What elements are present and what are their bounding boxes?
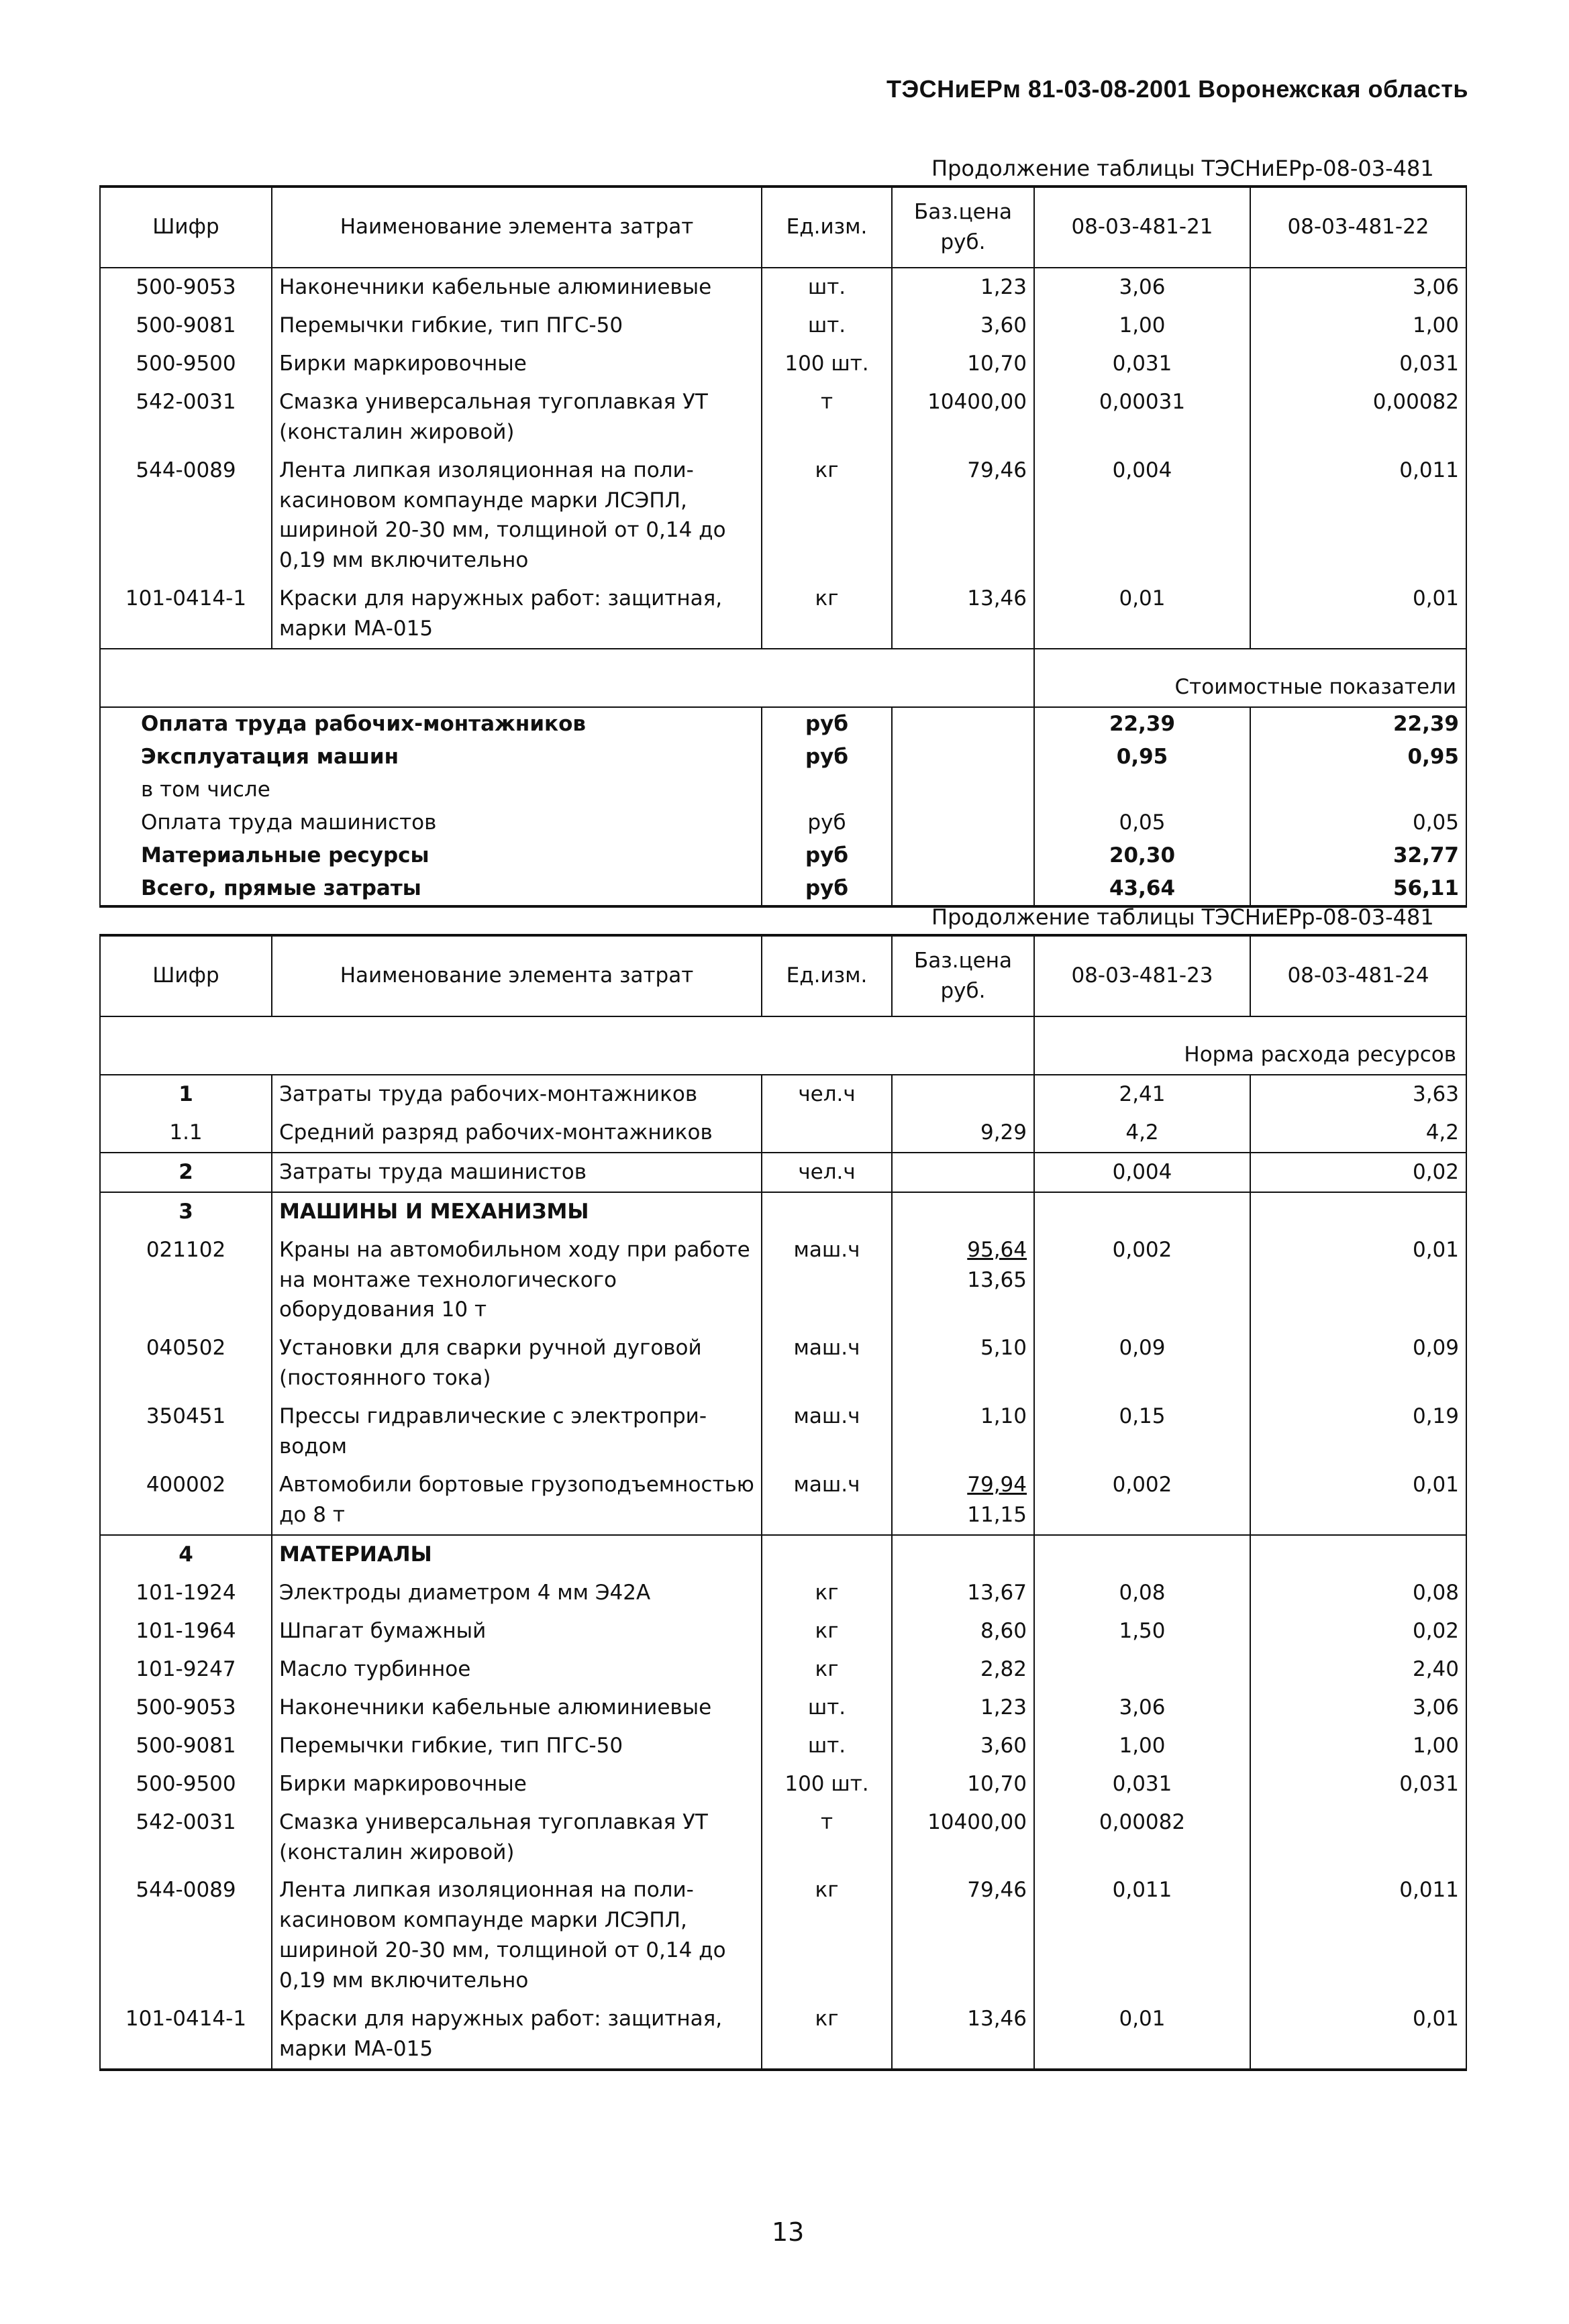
name-cell: Электроды диаметром 4 мм Э42А xyxy=(272,1574,762,1612)
value-cell: 3,06 xyxy=(1250,1689,1466,1727)
value-cell: 0,031 xyxy=(1034,345,1250,383)
value-cell: 0,08 xyxy=(1250,1574,1466,1612)
price-cell: 1,23 xyxy=(892,1689,1034,1727)
price-value: 79,94 xyxy=(967,1473,1027,1497)
table-header-row xyxy=(100,935,1466,1016)
table-row xyxy=(100,307,1466,345)
price-cell: 10,70 xyxy=(892,1765,1034,1803)
table-row xyxy=(100,383,1466,452)
name-cell: Бирки маркировочные xyxy=(272,1765,762,1803)
table-row xyxy=(100,452,1466,580)
unit-cell: руб xyxy=(762,741,892,774)
value-cell: 3,06 xyxy=(1250,268,1466,307)
table-row xyxy=(100,1574,1466,1612)
value-cell: 0,09 xyxy=(1034,1329,1250,1397)
code-cell: 544-0089 xyxy=(100,1871,272,2000)
document-header: ТЭСНиЕРм 81-03-08-2001 Воронежская область xyxy=(887,75,1468,103)
code-cell: 500-9053 xyxy=(100,268,272,307)
value-cell: 0,08 xyxy=(1034,1574,1250,1612)
table-row xyxy=(100,268,1466,307)
code-cell: 3 xyxy=(100,1192,272,1231)
cost-indicators-label-row xyxy=(100,649,1466,707)
price-cell: 79,46 xyxy=(892,452,1034,580)
unit-cell: кг xyxy=(762,2000,892,2070)
price-cell: 8,60 xyxy=(892,1612,1034,1650)
table-row xyxy=(100,1231,1466,1330)
unit-cell: кг xyxy=(762,1650,892,1689)
value-cell xyxy=(1250,1803,1466,1872)
name-cell: МАТЕРИАЛЫ xyxy=(272,1535,762,1574)
name-cell: Затраты труда машинистов xyxy=(272,1153,762,1192)
name-cell: Автомобили бортовые грузоподъемностью до 8 т xyxy=(272,1466,762,1535)
code-cell: 400002 xyxy=(100,1466,272,1535)
name-cell: Наконечники кабельные алюминиевые xyxy=(272,1689,762,1727)
code-cell: 101-9247 xyxy=(100,1650,272,1689)
price-cell xyxy=(892,1075,1034,1114)
price-cell: 79,46 xyxy=(892,1871,1034,2000)
table-row xyxy=(100,1612,1466,1650)
empty-cell xyxy=(100,1016,1034,1075)
value-cell: 0,011 xyxy=(1250,1871,1466,2000)
value-cell: 0,00082 xyxy=(1034,1803,1250,1872)
code-cell: 1 xyxy=(100,1075,272,1114)
cost-name-cell: Материальные ресурсы xyxy=(100,839,762,872)
code-cell: 101-1924 xyxy=(100,1574,272,1612)
price-cell: 5,10 xyxy=(892,1329,1034,1397)
column-header: Ед.изм. xyxy=(762,187,892,268)
name-cell: Масло турбинное xyxy=(272,1650,762,1689)
value-cell: 4,2 xyxy=(1250,1114,1466,1153)
table-row xyxy=(100,1153,1466,1192)
unit-cell: кг xyxy=(762,1871,892,2000)
unit-cell: шт. xyxy=(762,307,892,345)
value-cell xyxy=(1034,1650,1250,1689)
value-cell: 0,95 xyxy=(1250,741,1466,774)
unit-cell: чел.ч xyxy=(762,1075,892,1114)
name-cell: Смазка универсальная тугоплавкая УТ (консталин жировой) xyxy=(272,383,762,452)
code-cell: 500-9500 xyxy=(100,1765,272,1803)
table-row xyxy=(100,1397,1466,1466)
value-cell xyxy=(1034,1535,1250,1574)
code-cell: 542-0031 xyxy=(100,383,272,452)
value-cell: 3,63 xyxy=(1250,1075,1466,1114)
value-cell: 43,64 xyxy=(1034,872,1250,906)
unit-cell: 100 шт. xyxy=(762,345,892,383)
value-cell: 3,06 xyxy=(1034,1689,1250,1727)
name-cell: Смазка универсальная тугоплавкая УТ (консталин жировой) xyxy=(272,1803,762,1872)
value-cell: 0,01 xyxy=(1034,580,1250,649)
cost-name-cell: Всего, прямые затраты xyxy=(100,872,762,906)
cost-row xyxy=(100,774,1466,806)
empty-cell xyxy=(892,839,1034,872)
unit-cell: шт. xyxy=(762,1727,892,1765)
column-header: Баз.цена руб. xyxy=(892,187,1034,268)
cost-row xyxy=(100,707,1466,741)
column-header: Шифр xyxy=(100,187,272,268)
value-cell: 0,004 xyxy=(1034,1153,1250,1192)
price-cell: 2,82 xyxy=(892,1650,1034,1689)
code-cell: 2 xyxy=(100,1153,272,1192)
table-row xyxy=(100,1329,1466,1397)
name-cell: Средний разряд рабочих-монтажников xyxy=(272,1114,762,1153)
resource-table-2 xyxy=(99,934,1467,2071)
value-cell xyxy=(1250,774,1466,806)
column-header: 08-03-481-22 xyxy=(1250,187,1466,268)
unit-cell: кг xyxy=(762,452,892,580)
value-cell: 0,01 xyxy=(1250,1231,1466,1330)
value-cell: 0,002 xyxy=(1034,1466,1250,1535)
value-cell: 2,41 xyxy=(1034,1075,1250,1114)
table-row xyxy=(100,345,1466,383)
value-cell xyxy=(1250,1192,1466,1231)
value-cell: 0,05 xyxy=(1034,806,1250,839)
price-cell: 3,60 xyxy=(892,1727,1034,1765)
value-cell xyxy=(1034,1192,1250,1231)
empty-cell xyxy=(892,741,1034,774)
value-cell: 0,002 xyxy=(1034,1231,1250,1330)
name-cell: Установки для сварки ручной дуговой (постоянного тока) xyxy=(272,1329,762,1397)
unit-cell: маш.ч xyxy=(762,1231,892,1330)
table-row xyxy=(100,1871,1466,2000)
table-row xyxy=(100,2000,1466,2070)
cost-name-cell: Оплата труда рабочих-монтажников xyxy=(100,707,762,741)
table-row xyxy=(100,1535,1466,1574)
value-cell xyxy=(1250,1535,1466,1574)
table-row xyxy=(100,1192,1466,1231)
unit-cell: руб xyxy=(762,839,892,872)
value-cell: 1,50 xyxy=(1034,1612,1250,1650)
code-cell: 542-0031 xyxy=(100,1803,272,1872)
code-cell: 101-0414-1 xyxy=(100,2000,272,2070)
code-cell: 101-1964 xyxy=(100,1612,272,1650)
code-cell: 500-9053 xyxy=(100,1689,272,1727)
price-cell: 9,29 xyxy=(892,1114,1034,1153)
unit-cell: маш.ч xyxy=(762,1466,892,1535)
table-row xyxy=(100,1075,1466,1114)
name-cell: МАШИНЫ И МЕХАНИЗМЫ xyxy=(272,1192,762,1231)
norm-label-row xyxy=(100,1016,1466,1075)
name-cell: Бирки маркировочные xyxy=(272,345,762,383)
column-header: 08-03-481-23 xyxy=(1034,935,1250,1016)
value-cell: 0,031 xyxy=(1250,345,1466,383)
table2-caption: Продолжение таблицы ТЭСНиЕРр-08-03-481 xyxy=(931,904,1434,930)
cost-row xyxy=(100,741,1466,774)
table-row xyxy=(100,1650,1466,1689)
value-cell: 0,011 xyxy=(1034,1871,1250,2000)
table-row xyxy=(100,580,1466,649)
value-cell: 0,01 xyxy=(1250,2000,1466,2070)
column-header: Наименование элемента затрат xyxy=(272,187,762,268)
name-cell: Лента липкая изоляционная на поликасиновом компаунде марки ЛСЭПЛ, шириной 20-30 мм, толщиной от 0,14 до 0,19 мм включительно xyxy=(272,452,762,580)
value-cell: 1,00 xyxy=(1250,1727,1466,1765)
unit-cell: 100 шт. xyxy=(762,1765,892,1803)
unit-cell: руб xyxy=(762,707,892,741)
value-cell: 0,95 xyxy=(1034,741,1250,774)
cost-indicators-label: Стоимостные показатели xyxy=(1034,649,1466,707)
value-cell: 0,02 xyxy=(1250,1153,1466,1192)
value-cell: 0,031 xyxy=(1250,1765,1466,1803)
price-cell: 10,70 xyxy=(892,345,1034,383)
unit-cell: кг xyxy=(762,1574,892,1612)
name-cell: Перемычки гибкие, тип ПГС-50 xyxy=(272,307,762,345)
price-cell xyxy=(892,1192,1034,1231)
price-cell: 13,46 xyxy=(892,580,1034,649)
price-value-secondary: 11,15 xyxy=(967,1503,1027,1528)
name-cell: Краны на автомобильном ходу при работе на монтаже технологического оборудования 10 т xyxy=(272,1231,762,1330)
column-header: 08-03-481-21 xyxy=(1034,187,1250,268)
code-cell: 500-9081 xyxy=(100,1727,272,1765)
unit-cell xyxy=(762,1192,892,1231)
price-value: 95,64 xyxy=(967,1237,1027,1262)
cost-name-cell: Оплата труда машинистов xyxy=(100,806,762,839)
price-value-secondary: 13,65 xyxy=(967,1267,1027,1292)
column-header: 08-03-481-24 xyxy=(1250,935,1466,1016)
table-row xyxy=(100,1803,1466,1872)
value-cell: 1,00 xyxy=(1034,1727,1250,1765)
value-cell: 0,15 xyxy=(1034,1397,1250,1466)
unit-cell xyxy=(762,1114,892,1153)
name-cell: Краски для наружных работ: защитная, марки МА-015 xyxy=(272,580,762,649)
empty-cell xyxy=(100,649,1034,707)
resource-table-1 xyxy=(99,185,1467,908)
unit-cell: т xyxy=(762,383,892,452)
empty-cell xyxy=(892,806,1034,839)
value-cell: 0,01 xyxy=(1250,580,1466,649)
value-cell xyxy=(1034,774,1250,806)
value-cell: 32,77 xyxy=(1250,839,1466,872)
name-cell: Прессы гидравлические с электроприводом xyxy=(272,1397,762,1466)
value-cell: 1,00 xyxy=(1250,307,1466,345)
name-cell: Шпагат бумажный xyxy=(272,1612,762,1650)
column-header: Ед.изм. xyxy=(762,935,892,1016)
name-cell: Затраты труда рабочих-монтажников xyxy=(272,1075,762,1114)
cost-row xyxy=(100,839,1466,872)
price-cell xyxy=(892,1466,1034,1535)
unit-cell: шт. xyxy=(762,268,892,307)
value-cell: 20,30 xyxy=(1034,839,1250,872)
value-cell: 0,09 xyxy=(1250,1329,1466,1397)
code-cell: 500-9500 xyxy=(100,345,272,383)
table1-caption: Продолжение таблицы ТЭСНиЕРр-08-03-481 xyxy=(931,156,1434,181)
value-cell: 0,004 xyxy=(1034,452,1250,580)
value-cell: 0,05 xyxy=(1250,806,1466,839)
column-header: Шифр xyxy=(100,935,272,1016)
unit-cell: чел.ч xyxy=(762,1153,892,1192)
code-cell: 350451 xyxy=(100,1397,272,1466)
name-cell: Лента липкая изоляционная на поликасиновом компаунде марки ЛСЭПЛ, шириной 20-30 мм, толщиной от 0,14 до 0,19 мм включительно xyxy=(272,1871,762,2000)
name-cell: Перемычки гибкие, тип ПГС-50 xyxy=(272,1727,762,1765)
value-cell: 0,01 xyxy=(1034,2000,1250,2070)
code-cell: 1.1 xyxy=(100,1114,272,1153)
table-row xyxy=(100,1765,1466,1803)
unit-cell: шт. xyxy=(762,1689,892,1727)
price-cell xyxy=(892,1231,1034,1330)
price-cell: 1,23 xyxy=(892,268,1034,307)
code-cell: 500-9081 xyxy=(100,307,272,345)
value-cell: 0,031 xyxy=(1034,1765,1250,1803)
empty-cell xyxy=(892,774,1034,806)
value-cell: 0,011 xyxy=(1250,452,1466,580)
unit-cell xyxy=(762,1535,892,1574)
code-cell: 040502 xyxy=(100,1329,272,1397)
price-cell: 13,46 xyxy=(892,2000,1034,2070)
value-cell: 0,00082 xyxy=(1250,383,1466,452)
value-cell: 3,06 xyxy=(1034,268,1250,307)
code-cell: 021102 xyxy=(100,1231,272,1330)
empty-cell xyxy=(892,872,1034,906)
name-cell: Наконечники кабельные алюминиевые xyxy=(272,268,762,307)
code-cell: 101-0414-1 xyxy=(100,580,272,649)
cost-name-cell: Эксплуатация машин xyxy=(100,741,762,774)
value-cell: 0,02 xyxy=(1250,1612,1466,1650)
unit-cell: руб xyxy=(762,872,892,906)
price-cell: 1,10 xyxy=(892,1397,1034,1466)
value-cell: 56,11 xyxy=(1250,872,1466,906)
cost-row xyxy=(100,806,1466,839)
unit-cell: руб xyxy=(762,806,892,839)
table-row xyxy=(100,1689,1466,1727)
price-cell: 13,67 xyxy=(892,1574,1034,1612)
price-cell: 3,60 xyxy=(892,307,1034,345)
table-row xyxy=(100,1466,1466,1535)
norm-label: Норма расхода ресурсов xyxy=(1034,1016,1466,1075)
table-row xyxy=(100,1114,1466,1153)
price-cell: 10400,00 xyxy=(892,1803,1034,1872)
unit-cell: маш.ч xyxy=(762,1329,892,1397)
cost-row xyxy=(100,872,1466,906)
code-cell: 4 xyxy=(100,1535,272,1574)
price-cell: 10400,00 xyxy=(892,383,1034,452)
cost-name-cell: в том числе xyxy=(100,774,762,806)
code-cell: 544-0089 xyxy=(100,452,272,580)
value-cell: 22,39 xyxy=(1250,707,1466,741)
value-cell: 0,01 xyxy=(1250,1466,1466,1535)
page-number: 13 xyxy=(772,2217,805,2247)
price-cell xyxy=(892,1153,1034,1192)
table-header-row xyxy=(100,187,1466,268)
unit-cell: т xyxy=(762,1803,892,1872)
column-header: Баз.цена руб. xyxy=(892,935,1034,1016)
unit-cell: кг xyxy=(762,1612,892,1650)
value-cell: 2,40 xyxy=(1250,1650,1466,1689)
empty-cell xyxy=(892,707,1034,741)
table-row xyxy=(100,1727,1466,1765)
column-header: Наименование элемента затрат xyxy=(272,935,762,1016)
value-cell: 4,2 xyxy=(1034,1114,1250,1153)
unit-cell: маш.ч xyxy=(762,1397,892,1466)
name-cell: Краски для наружных работ: защитная, марки МА-015 xyxy=(272,2000,762,2070)
value-cell: 0,19 xyxy=(1250,1397,1466,1466)
unit-cell xyxy=(762,774,892,806)
unit-cell: кг xyxy=(762,580,892,649)
value-cell: 1,00 xyxy=(1034,307,1250,345)
price-cell xyxy=(892,1535,1034,1574)
value-cell: 22,39 xyxy=(1034,707,1250,741)
value-cell: 0,00031 xyxy=(1034,383,1250,452)
